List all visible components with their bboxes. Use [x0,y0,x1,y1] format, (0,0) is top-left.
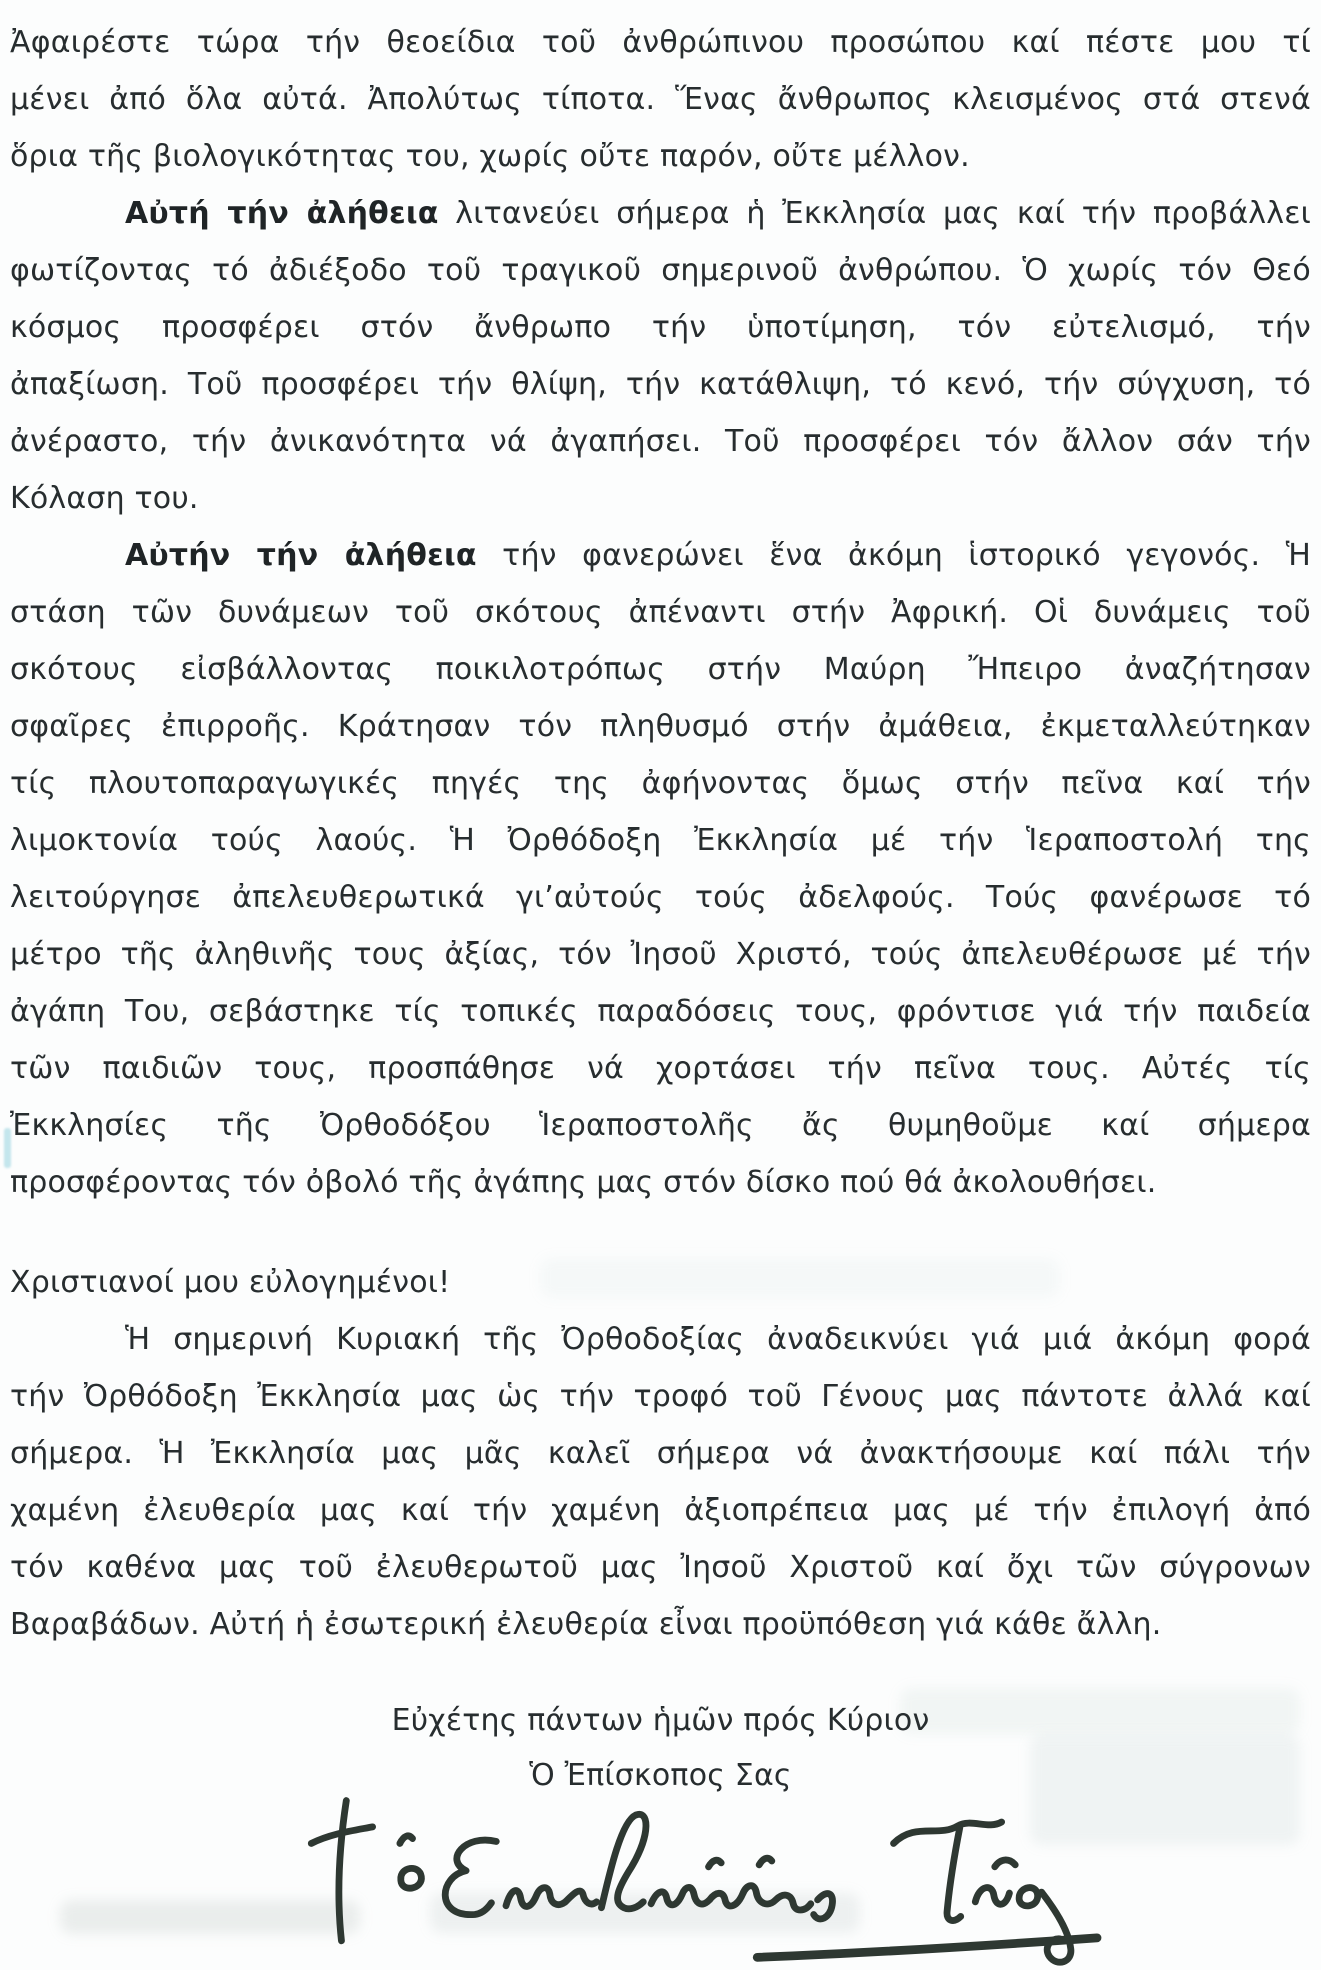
bishop-signature [261,1785,1121,1970]
text-line: ἀνέραστο, τήν ἀνικανότητα νά ἀγαπήσει. Τοῦ προσφέρει τόν ἄλλον σάν τήν [10,424,1311,459]
text-line: ἀγάπη Του, σεβάστηκε τίς τοπικές παραδόσεις τους, φρόντισε γιά τήν παιδεία [10,994,1311,1029]
text-line: σφαῖρες ἐπιρροῆς. Κράτησαν τόν πληθυσμό στήν ἀμάθεια, ἐκμεταλλεύτηκαν [10,709,1311,744]
text-line: μένει ἀπό ὅλα αὐτά. Ἀπολύτως τίποτα. Ἕνας ἄνθρωπος κλεισμένος στά στενά [10,82,1311,117]
text-line: Βαραβάδων. Αὐτή ἡ ἐσωτερική ἐλευθερία εἶναι προϋπόθεση γιά κάθε ἄλλη. [10,1607,1162,1642]
text-line: Κόλαση του. [10,481,199,516]
text-line: τήν Ὀρθόδοξη Ἐκκλησία μας ὡς τήν τροφό τοῦ Γένους μας πάντοτε ἀλλά καί [10,1379,1311,1414]
closing-signoff-line: Ὁ Ἐπίσκοπος Σας [529,1758,792,1793]
text-line: τίς πλουτοπαραγωγικές πηγές της ἀφήνοντας ὅμως στήν πεῖνα καί τήν [10,766,1311,801]
closing-prayer-line: Εὐχέτης πάντων ἡμῶν πρός Κύριον [391,1703,930,1738]
text-line: Αὐτή τήν ἀλήθεια λιτανεύει σήμερα ἡ Ἐκκλησία μας καί τήν προβάλλει [125,196,1311,231]
text-line: σκότους εἰσβάλλοντας ποικιλοτρόπως στήν Μαύρη Ἤπειρο ἀναζήτησαν [10,652,1311,687]
letter-closing [10,1693,1311,1970]
text-line: ἀπαξίωση. Τοῦ προσφέρει τήν θλίψη, τήν κατάθλιψη, τό κενό, τήν σύγχυση, τό [10,367,1311,402]
text-line: σήμερα. Ἡ Ἐκκλησία μας μᾶς καλεῖ σήμερα νά ἀνακτήσουμε καί πάλι τήν [10,1436,1311,1471]
bold-lead-in: Αὐτήν τήν ἀλήθεια [125,538,477,573]
text-line: φωτίζοντας τό ἀδιέξοδο τοῦ τραγικοῦ σημερινοῦ ἀνθρώπου. Ὁ χωρίς τόν Θεό [10,253,1311,288]
text-line: κόσμος προσφέρει στόν ἄνθρωπο τήν ὑποτίμηση, τόν εὐτελισμό, τήν [10,310,1311,345]
text-line: τόν καθένα μας τοῦ ἐλευθερωτοῦ μας Ἰησοῦ Χριστοῦ καί ὄχι τῶν σύγρονων [10,1550,1311,1585]
text-line: χαμένη ἐλευθερία μας καί τήν χαμένη ἀξιοπρέπεια μας μέ τήν ἐπιλογή ἀπό [10,1493,1311,1528]
letter-body [10,14,1311,1653]
text-line: ὅρια τῆς βιολογικότητας του, χωρίς οὔτε παρόν, οὔτε μέλλον. [10,139,970,174]
text-line: προσφέροντας τόν ὀβολό τῆς ἀγάπης μας στόν δίσκο πού θά ἀκολουθήσει. [10,1165,1157,1200]
text-line: Αὐτήν τήν ἀλήθεια τήν φανερώνει ἕνα ἀκόμη ἱστορικό γεγονός. Ἡ [125,538,1311,573]
text-line: Χριστιανοί μου εὐλογημένοι! [10,1265,451,1300]
text-line: Ἐκκλησίες τῆς Ὀρθοδόξου Ἱεραποστολῆς ἄς θυμηθοῦμε καί σήμερα [10,1108,1311,1143]
text-line: Ἡ σημερινή Κυριακή τῆς Ὀρθοδοξίας ἀναδεικνύει γιά μιά ἀκόμη φορά [125,1322,1311,1357]
text-line: λειτούργησε ἀπελευθερωτικά γι’αὐτούς τούς ἀδελφούς. Τούς φανέρωσε τό [10,880,1311,915]
bold-lead-in: Αὐτή τήν ἀλήθεια [125,196,439,231]
text-line: στάση τῶν δυνάμεων τοῦ σκότους ἀπέναντι στήν Ἀφρική. Οἱ δυνάμεις τοῦ [10,595,1311,630]
signature-handwriting-icon [261,1785,1121,1970]
text-line: Ἀφαιρέστε τώρα τήν θεοείδια τοῦ ἀνθρώπινου προσώπου καί πέστε μου τί [10,25,1311,60]
text-line: μέτρο τῆς ἀληθινῆς τους ἀξίας, τόν Ἰησοῦ Χριστό, τούς ἀπελευθέρωσε μέ τήν [10,937,1311,972]
text-line: τῶν παιδιῶν τους, προσπάθησε νά χορτάσει τήν πεῖνα τους. Αὐτές τίς [10,1051,1311,1086]
text-line: λιμοκτονία τούς λαούς. Ἡ Ὀρθόδοξη Ἐκκλησία μέ τήν Ἱεραποστολή της [10,823,1311,858]
